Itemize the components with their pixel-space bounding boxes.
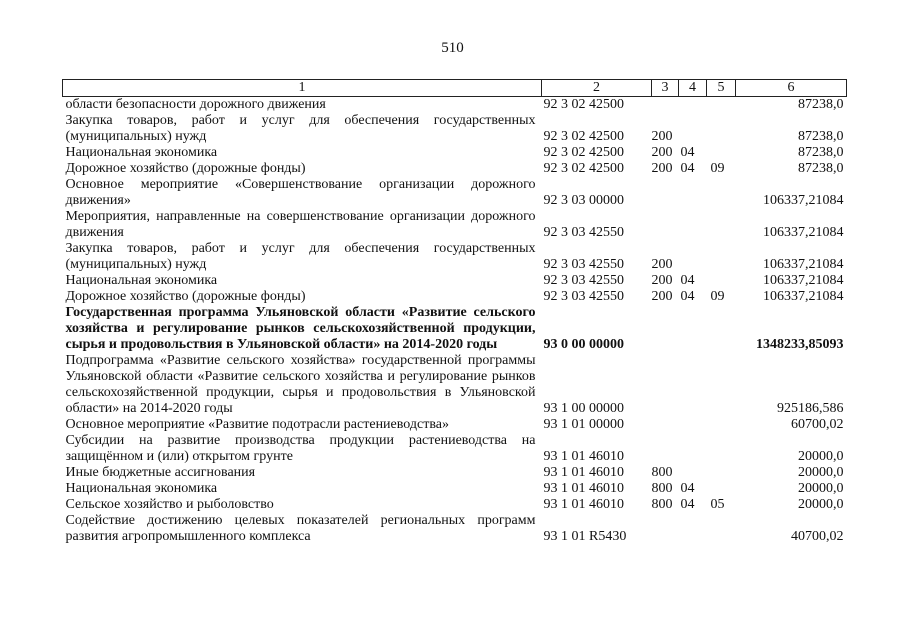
table-row: [63, 481, 847, 497]
row-code: 92 3 03 42550: [543, 225, 624, 240]
row-subsection: [707, 305, 736, 353]
row-subsection: [707, 353, 736, 417]
row-expense-type: 200: [651, 273, 673, 288]
table-row: [63, 145, 847, 161]
row-section: 04: [680, 289, 695, 304]
row-subsection: [707, 481, 736, 497]
row-amount: 40700,02: [791, 529, 844, 544]
row-name: Мероприятия, направленные на совершенствование организации дорожного движения: [65, 209, 536, 240]
row-expense-type: [652, 417, 679, 433]
row-subsection: [707, 417, 736, 433]
table-row: [63, 305, 847, 353]
row-section: [679, 305, 707, 353]
row-section: 04: [680, 497, 695, 512]
table-row: [63, 513, 847, 545]
row-subsection: [707, 433, 736, 465]
row-expense-type: [652, 305, 679, 353]
row-code: 93 1 00 00000: [543, 401, 624, 416]
table-row: [63, 353, 847, 417]
row-section: 04: [680, 145, 695, 160]
row-subsection: [707, 241, 736, 273]
row-code: 93 1 01 46010: [543, 465, 624, 480]
budget-table: [62, 79, 847, 545]
row-amount: 106337,21084: [763, 257, 844, 272]
row-amount: 106337,21084: [763, 289, 844, 304]
row-code: 92 3 03 42550: [543, 273, 624, 288]
row-name: Национальная экономика: [65, 145, 218, 160]
row-subsection: [707, 177, 736, 209]
row-section: [679, 353, 707, 417]
row-code: 93 1 01 46010: [543, 497, 624, 512]
row-code: 93 0 00 00000: [543, 337, 624, 352]
row-section: [679, 433, 707, 465]
table-row: [63, 161, 847, 177]
row-name: Подпрограмма «Развитие сельского хозяйства» государственной программы Ульяновской области «Развитие сельского хозяйства и регулирование рынков сельскохозяйственной продукции, сырья и продовольствия в Ульяновской области» на 2014-2020 годы: [65, 353, 536, 416]
row-section: [679, 513, 707, 545]
row-amount: 1348233,85093: [756, 337, 844, 352]
row-code: 92 3 02 42500: [543, 145, 624, 160]
row-name: области безопасности дорожного движения: [65, 97, 326, 112]
row-name: Дорожное хозяйство (дорожные фонды): [65, 289, 306, 304]
row-expense-type: [652, 177, 679, 209]
row-amount: 20000,0: [798, 449, 844, 464]
table-row: [63, 465, 847, 481]
header-col-3: 3: [652, 80, 679, 97]
row-section: [679, 209, 707, 241]
row-name: Иные бюджетные ассигнования: [65, 465, 256, 480]
table-row: [63, 97, 847, 114]
row-expense-type: 800: [651, 481, 673, 496]
row-name: Дорожное хозяйство (дорожные фонды): [65, 161, 306, 176]
table-row: [63, 241, 847, 273]
row-subsection: [707, 97, 736, 114]
row-subsection: [707, 465, 736, 481]
row-expense-type: 800: [651, 465, 673, 480]
row-code: 93 1 01 46010: [543, 481, 624, 496]
row-section: [679, 465, 707, 481]
row-section: [679, 241, 707, 273]
row-expense-type: [652, 513, 679, 545]
row-section: 04: [680, 161, 695, 176]
row-code: 92 3 02 42500: [543, 129, 624, 144]
row-code: 92 3 02 42500: [543, 97, 624, 112]
row-code: 93 1 01 00000: [543, 417, 624, 432]
row-name: Национальная экономика: [65, 273, 218, 288]
header-col-4: 4: [679, 80, 707, 97]
header-col-2: 2: [542, 80, 652, 97]
row-expense-type: 200: [651, 129, 673, 144]
row-amount: 60700,02: [791, 417, 844, 432]
row-name: Государственная программа Ульяновской области «Развитие сельского хозяйства и регулирование рынков сельскохозяйственной продукции, сырья и продовольствия в Ульяновской области» на 2014-2020 годы: [65, 305, 536, 352]
header-col-1: 1: [63, 80, 542, 97]
header-col-5: 5: [707, 80, 736, 97]
row-subsection: 09: [710, 161, 725, 176]
row-section: [679, 177, 707, 209]
row-name: Сельское хозяйство и рыболовство: [65, 497, 274, 512]
row-amount: 87238,0: [798, 161, 844, 176]
table-body: [63, 97, 847, 546]
row-name: Национальная экономика: [65, 481, 218, 496]
row-subsection: [707, 273, 736, 289]
table-header-row: [63, 80, 847, 97]
row-expense-type: [652, 209, 679, 241]
row-subsection: 09: [710, 289, 725, 304]
row-code: 93 1 01 46010: [543, 449, 624, 464]
row-expense-type: 200: [651, 161, 673, 176]
row-amount: 925186,586: [777, 401, 844, 416]
row-code: 92 3 03 42550: [543, 257, 624, 272]
row-code: 93 1 01 R5430: [543, 529, 627, 544]
row-code: 92 3 02 42500: [543, 161, 624, 176]
row-name: Основное мероприятие «Совершенствование организации дорожного движения»: [65, 177, 536, 208]
row-subsection: 05: [710, 497, 725, 512]
row-expense-type: [652, 433, 679, 465]
row-amount: 106337,21084: [763, 193, 844, 208]
table-row: [63, 209, 847, 241]
row-section: [679, 97, 707, 114]
row-section: [679, 417, 707, 433]
header-col-6: 6: [736, 80, 847, 97]
row-code: 92 3 03 00000: [543, 193, 624, 208]
row-amount: 87238,0: [798, 145, 844, 160]
row-expense-type: 200: [651, 145, 673, 160]
row-name: Субсидии на развитие производства продукции растениеводства на защищённом и (или) открытом грунте: [65, 433, 536, 464]
page-number: 510: [441, 40, 464, 56]
row-code: 92 3 03 42550: [543, 289, 624, 304]
row-amount: 20000,0: [798, 481, 844, 496]
row-subsection: [707, 145, 736, 161]
row-name: Содействие достижению целевых показателей региональных программ развития агропромышленного комплекса: [65, 513, 536, 544]
row-amount: 106337,21084: [763, 273, 844, 288]
row-section: 04: [680, 481, 695, 496]
table-row: [63, 273, 847, 289]
table-row: [63, 497, 847, 513]
row-expense-type: 800: [651, 497, 673, 512]
table-row: [63, 177, 847, 209]
row-amount: 87238,0: [798, 97, 844, 112]
row-subsection: [707, 209, 736, 241]
row-expense-type: 200: [651, 257, 673, 272]
row-expense-type: 200: [651, 289, 673, 304]
row-amount: 106337,21084: [763, 225, 844, 240]
row-expense-type: [652, 97, 679, 114]
row-amount: 20000,0: [798, 465, 844, 480]
row-amount: 87238,0: [798, 129, 844, 144]
row-name: Закупка товаров, работ и услуг для обеспечения государственных (муниципальных) нужд: [65, 241, 536, 272]
table-row: [63, 433, 847, 465]
table-row: [63, 417, 847, 433]
row-amount: 20000,0: [798, 497, 844, 512]
table-row: [63, 113, 847, 145]
row-section: 04: [680, 273, 695, 288]
row-subsection: [707, 513, 736, 545]
row-subsection: [707, 113, 736, 145]
row-name: Основное мероприятие «Развитие подотрасли растениеводства»: [65, 417, 449, 432]
table-row: [63, 289, 847, 305]
row-expense-type: [652, 353, 679, 417]
row-section: [679, 113, 707, 145]
row-name: Закупка товаров, работ и услуг для обеспечения государственных (муниципальных) нужд: [65, 113, 536, 144]
